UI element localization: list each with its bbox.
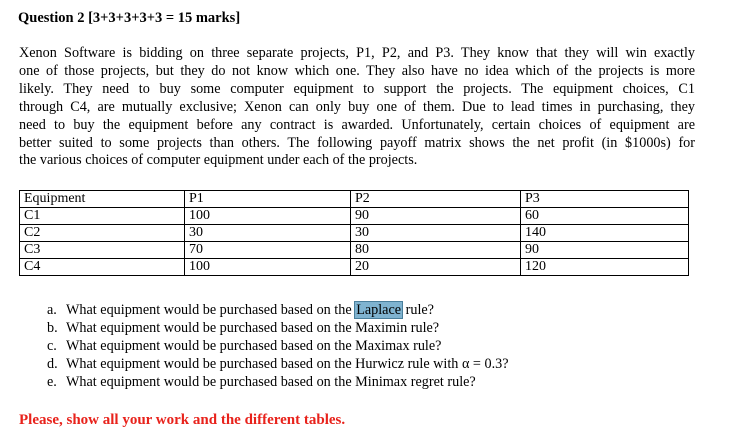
table-cell: 60 [521, 208, 689, 225]
question-letter: c. [47, 337, 57, 354]
question-item-d [47, 356, 509, 374]
paragraph-line: Xenon Software is bidding on three separate projects, P1, P2, and P3. They know that they will win exactly [19, 45, 695, 61]
table-cell: 100 [185, 259, 351, 276]
table-cell: 30 [185, 225, 351, 242]
question-item-b [47, 320, 509, 338]
table-cell: C3 [20, 242, 185, 259]
table-header-cell: P2 [351, 191, 521, 208]
table-cell: 90 [521, 242, 689, 259]
question-letter: e. [47, 373, 57, 390]
paragraph-line: the various choices of computer equipment under each of the projects. [19, 152, 418, 169]
question-letter: d. [47, 355, 58, 372]
table-row [20, 225, 689, 242]
paragraph-line: better suited to some projects than others. The following payoff matrix shows the net profit (in $1000s) for [19, 134, 695, 151]
question-heading: Question 2 [3+3+3+3+3 = 15 marks] [18, 10, 241, 26]
payoff-matrix-table [19, 190, 689, 276]
paragraph-line: through C4, are mutually exclusive; Xenon can only buy one of them. Due to lead times in purchasing, they [19, 98, 695, 115]
paragraph-line: one of those projects, but they do not know which one. They also have no idea which of the projects is more [19, 62, 695, 79]
table-row [20, 242, 689, 259]
table-cell: 90 [351, 208, 521, 225]
question-item-a [47, 302, 509, 320]
table-cell: 70 [185, 242, 351, 259]
paragraph-line: need to buy the equipment before any contract is awarded. Unfortunately, certain choices of equipment are [19, 116, 695, 133]
question-list [47, 302, 509, 392]
problem-paragraph [19, 45, 695, 170]
table-cell: 30 [351, 225, 521, 242]
table-header-cell: Equipment [20, 191, 185, 208]
paragraph-line: likely. They need to buy some computer equipment to support the projects. The equipment choices, C1 [19, 80, 695, 97]
table-cell: C1 [20, 208, 185, 225]
table-cell: 100 [185, 208, 351, 225]
table-cell: 20 [351, 259, 521, 276]
question-item-c [47, 338, 509, 356]
table-row [20, 259, 689, 276]
table-cell: C4 [20, 259, 185, 276]
table-header-row [20, 191, 689, 208]
table-cell: 140 [521, 225, 689, 242]
question-letter: a. [47, 302, 57, 318]
question-text: What equipment would be purchased based on the [66, 302, 356, 318]
table-row [20, 208, 689, 225]
instruction-note: Please, show all your work and the different tables. [19, 412, 346, 428]
question-text: What equipment would be purchased based on the Maximin rule? [66, 319, 440, 336]
question-text-suffix: rule? [402, 302, 434, 318]
question-item-e [47, 374, 509, 392]
table-header-cell: P3 [521, 191, 689, 208]
table-cell: 80 [351, 242, 521, 259]
table-header-cell: P1 [185, 191, 351, 208]
question-text: What equipment would be purchased based on the Maximax rule? [66, 337, 442, 354]
table-cell: 120 [521, 259, 689, 276]
highlighted-word[interactable]: Laplace [356, 302, 402, 318]
question-letter: b. [47, 319, 58, 336]
table-cell: C2 [20, 225, 185, 242]
question-text: What equipment would be purchased based on the Minimax regret rule? [66, 373, 476, 390]
question-text: What equipment would be purchased based on the Hurwicz rule with α = 0.3? [66, 355, 509, 372]
